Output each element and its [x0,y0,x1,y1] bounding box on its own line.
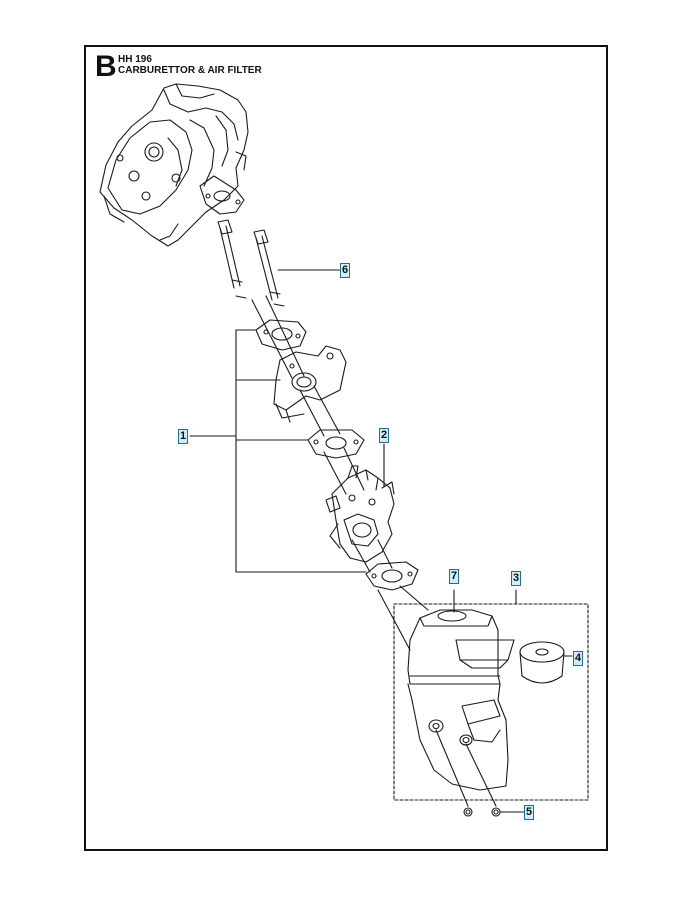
cylinder-head [100,84,248,246]
nuts [436,730,524,816]
diagram-title: CARBURETTOR & AIR FILTER [118,65,262,76]
air-filter-housing [408,610,514,790]
gasket-middle [308,430,364,458]
air-filter-box [394,604,588,800]
model-label: HH 196 [118,54,152,65]
callout-4[interactable]: 4 [574,652,582,664]
section-letter: B [95,50,117,83]
callout-1[interactable]: 1 [179,430,187,442]
callout-2[interactable]: 2 [380,429,388,441]
gasket-upper [256,320,306,350]
filter-element [520,642,572,683]
callout-6[interactable]: 6 [341,264,349,276]
callout-3[interactable]: 3 [512,572,520,584]
callout-7[interactable]: 7 [450,570,458,582]
insulator-spacer [274,346,346,422]
gasket-lower [366,562,418,590]
leader-1 [190,330,366,572]
stud-bolts [218,220,284,306]
callout-5[interactable]: 5 [525,806,533,818]
